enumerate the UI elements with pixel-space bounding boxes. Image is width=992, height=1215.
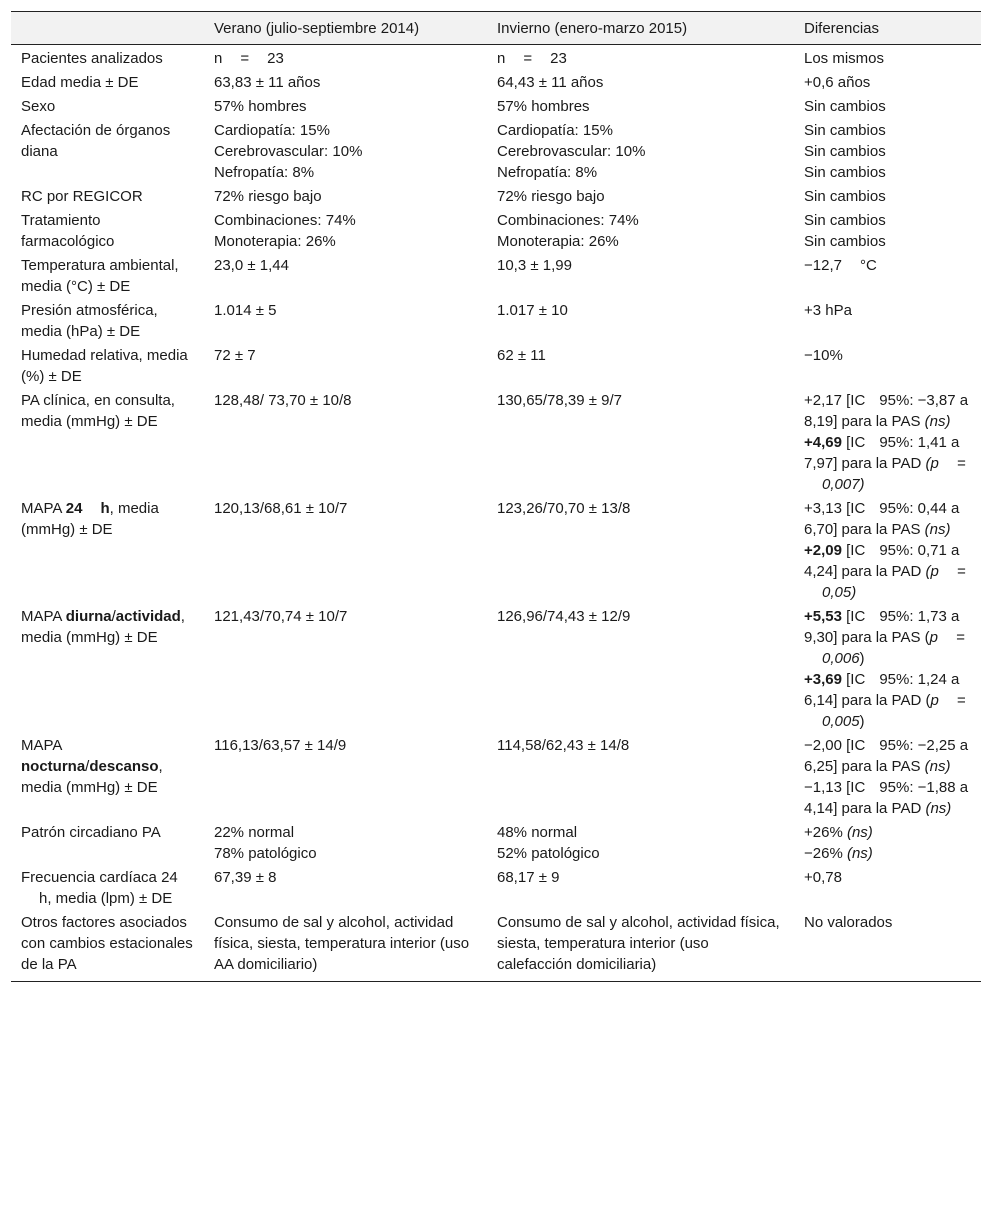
table-row (11, 252, 981, 297)
row-label: PA clínica, en consulta, media (mmHg) ± DE (21, 392, 175, 430)
table-row (11, 183, 981, 207)
cell-diferencia: +2,17 [IC 95%: −3,87 a 8,19] para la PAS (ns) +4,69 [IC 95%: 1,41 a 7,97] para la PAD (p =0,007) (804, 392, 969, 493)
cell-invierno: n = 23 (497, 50, 567, 67)
cell-verano: 116,13/63,57 ± 14/9 (214, 737, 347, 754)
table-row (11, 495, 981, 603)
cell-diferencia: +3,13 [IC 95%: 0,44 a 6,70] para la PAS (ns) +2,09 [IC 95%: 0,71 a 4,24] para la PAD (p =0,05) (804, 500, 966, 601)
table-row (11, 207, 981, 252)
row-label: RC por REGICOR (21, 188, 143, 205)
row-label: MAPA diurna/actividad, media (mmHg) ± DE (21, 608, 185, 646)
cell-verano: 121,43/70,74 ± 10/7 (214, 608, 348, 625)
cell-diferencia: −10% (804, 347, 843, 364)
table-row (11, 819, 981, 864)
row-label: Patrón circadiano PA (21, 824, 161, 841)
cell-verano: Cardiopatía: 15% Cerebrovascular: 10% Nefropatía: 8% (214, 122, 363, 181)
row-label: Afectación de órganos diana (21, 122, 171, 160)
table-row (11, 603, 981, 732)
cell-invierno: Cardiopatía: 15% Cerebrovascular: 10% Nefropatía: 8% (497, 122, 646, 181)
header-row (11, 12, 981, 45)
cell-verano: 128,48/ 73,70 ± 10/8 (214, 392, 352, 409)
cell-invierno: 10,3 ± 1,99 (497, 257, 572, 274)
table-row (11, 117, 981, 183)
table-row (11, 93, 981, 117)
header-invierno: Invierno (enero-marzo 2015) (487, 12, 794, 45)
row-label: MAPA nocturna/descanso, media (mmHg) ± DE (21, 737, 163, 796)
row-label: Temperatura ambiental, media (°C) ± DE (21, 257, 179, 295)
cell-verano: 23,0 ± 1,44 (214, 257, 289, 274)
table-row (11, 297, 981, 342)
cell-invierno: 1.017 ± 10 (497, 302, 568, 319)
table-row (11, 909, 981, 982)
cell-verano: 72 ± 7 (214, 347, 256, 364)
cell-diferencia: −12,7 °C (804, 257, 877, 274)
cell-invierno: 123,26/70,70 ± 13/8 (497, 500, 631, 517)
row-label: Sexo (21, 98, 56, 115)
header-empty (11, 12, 204, 45)
cell-invierno: 48% normal 52% patológico (497, 824, 600, 862)
cell-diferencia: +5,53 [IC 95%: 1,73 a 9,30] para la PAS (p =0,006) +3,69 [IC 95%: 1,24 a 6,14] para la PAD (p =0,005) (804, 608, 966, 730)
cell-diferencia: No valorados (794, 909, 981, 982)
row-label: Otros factores asociados con cambios estacionales de la PA (11, 909, 204, 982)
row-label: Edad media ± DE (21, 74, 139, 91)
cell-diferencia: −2,00 [IC 95%: −2,25 a 6,25] para la PAS (ns) −1,13 [IC 95%: −1,88 a 4,14] para la PAD (ns) (804, 737, 969, 817)
cell-verano: Combinaciones: 74% Monoterapia: 26% (214, 212, 356, 250)
cell-verano: 22% normal 78% patológico (214, 824, 317, 862)
cell-verano: 120,13/68,61 ± 10/7 (214, 500, 348, 517)
row-label: Pacientes analizados (21, 50, 163, 67)
header-verano: Verano (julio-septiembre 2014) (204, 12, 487, 45)
cell-verano: 67,39 ± 8 (214, 869, 277, 886)
cell-verano: 63,83 ± 11 años (214, 74, 321, 91)
cell-verano: 57% hombres (214, 98, 307, 115)
cell-invierno: Combinaciones: 74% Monoterapia: 26% (497, 212, 639, 250)
cell-invierno: 64,43 ± 11 años (497, 74, 604, 91)
cell-invierno: 72% riesgo bajo (497, 188, 605, 205)
cell-invierno: 114,58/62,43 ± 14/8 (497, 737, 630, 754)
data-table (11, 11, 981, 982)
row-label: Frecuencia cardíaca 24h, media (lpm) ± DE (21, 869, 178, 907)
cell-invierno: 62 ± 11 (497, 347, 546, 364)
cell-diferencia: Sin cambios Sin cambios Sin cambios (804, 122, 886, 181)
row-label: Presión atmosférica, media (hPa) ± DE (21, 302, 158, 340)
header-diferencias: Diferencias (794, 12, 981, 45)
table-row (11, 342, 981, 387)
table-row (11, 864, 981, 909)
cell-verano: 1.014 ± 5 (214, 302, 277, 319)
cell-invierno: 57% hombres (497, 98, 590, 115)
cell-invierno: 126,96/74,43 ± 12/9 (497, 608, 631, 625)
table-row (11, 732, 981, 819)
cell-diferencia: Los mismos (804, 50, 885, 67)
cell-invierno: Consumo de sal y alcohol, actividad física, siesta, temperatura interior (uso calefacción domiciliaria) (487, 909, 794, 982)
cell-verano: 72% riesgo bajo (214, 188, 322, 205)
cell-diferencia: Sin cambios (804, 188, 886, 205)
row-label: Tratamiento farmacológico (21, 212, 115, 250)
cell-diferencia: +26% (ns) −26% (ns) (804, 824, 873, 862)
table-header (11, 12, 981, 45)
cell-diferencia: +3 hPa (804, 302, 852, 319)
table-row (11, 69, 981, 93)
cell-verano: n = 23 (214, 50, 284, 67)
cell-diferencia: Sin cambios (804, 98, 886, 115)
row-label: Humedad relativa, media (%) ± DE (21, 347, 188, 385)
cell-verano: Consumo de sal y alcohol, actividad física, siesta, temperatura interior (uso AA domiciliario) (204, 909, 487, 982)
table-row (11, 45, 981, 70)
cell-diferencia: +0,6 años (804, 74, 871, 91)
table-row (11, 387, 981, 495)
cell-invierno: 68,17 ± 9 (497, 869, 560, 886)
cell-diferencia: +0,78 (804, 869, 842, 886)
row-label: MAPA 24 h, media (mmHg) ± DE (21, 500, 159, 538)
cell-invierno: 130,65/78,39 ± 9/7 (497, 392, 623, 409)
cell-diferencia: Sin cambios Sin cambios (804, 212, 886, 250)
